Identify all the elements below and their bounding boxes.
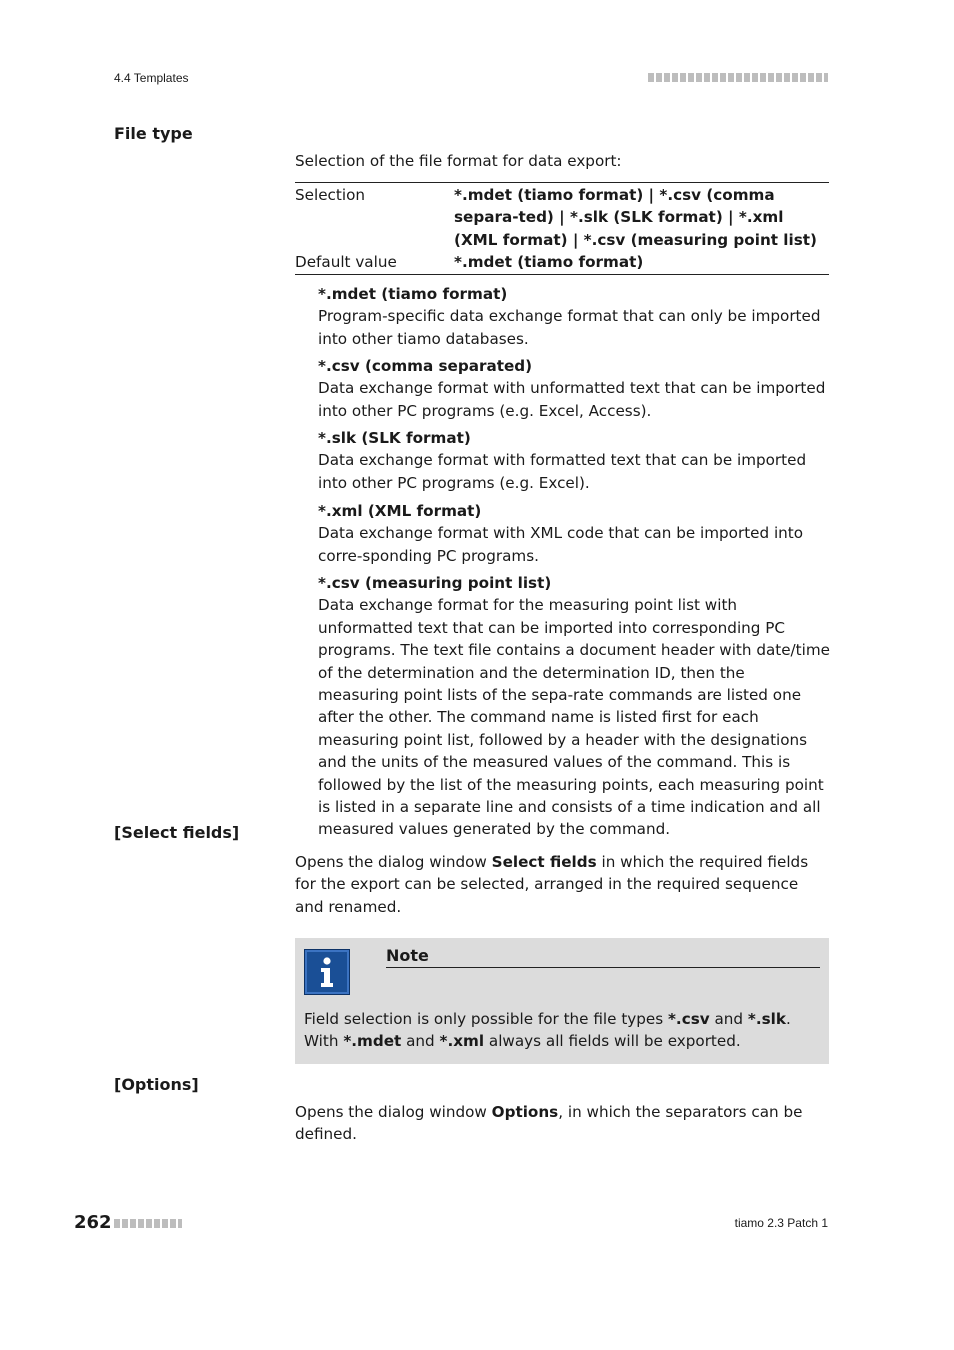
text-run: Opens the dialog window	[295, 853, 492, 871]
info-glyph	[305, 950, 349, 994]
select-fields-description	[295, 851, 829, 918]
dialog-name: Options	[491, 1103, 559, 1121]
text-run: , in which the separators can be defined.	[295, 1103, 803, 1144]
option-xml	[318, 500, 830, 567]
footer-dot-bar	[114, 1219, 182, 1228]
file-type-heading: File type	[114, 124, 193, 143]
product-version: tiamo 2.3 Patch 1	[734, 1216, 828, 1230]
file-type-slk: *.slk	[747, 1010, 786, 1028]
default-value: *.mdet (tiamo format)	[454, 253, 644, 272]
file-type-intro: Selection of the file format for data export:	[295, 152, 622, 170]
dialog-name: Select fields	[491, 853, 597, 871]
file-type-mdet: *.mdet	[343, 1032, 402, 1051]
options-description	[295, 1101, 829, 1146]
file-type-csv: *.csv	[667, 1010, 710, 1028]
option-term: *.csv (comma separated)	[318, 357, 533, 375]
header-dot-bar	[648, 73, 828, 82]
text-run: and	[401, 1032, 440, 1051]
option-description: Data exchange format for the measuring point list with unformatted text that can be imported into corresponding PC programs. The text file contains a document header with date/time of the determination and the determination ID, then the measuring point lists of the sepa-rate commands are listed one after the other. The command name is listed first for each measuring point list, followed by a header with the designations and the units of the measured values of the command. This is followed by the list of the measuring points, each measuring point is listed in a separate line and consists of a time indication and all measured values generated by the command.	[318, 596, 830, 839]
option-term: *.mdet (tiamo format)	[318, 285, 508, 303]
text-run: and	[709, 1010, 748, 1028]
info-icon	[304, 949, 350, 995]
text-run: in which the required fields for the export can be selected, arranged in the required sequence and renamed.	[295, 853, 809, 916]
note-text	[304, 1008, 820, 1053]
table-row-selection	[295, 183, 829, 251]
selection-label: Selection	[295, 186, 365, 204]
option-description: Program-specific data exchange format that can only be imported into other tiamo databases.	[318, 307, 821, 348]
options-heading: [Options]	[114, 1075, 199, 1094]
option-term: *.xml (XML format)	[318, 502, 482, 520]
running-header-section: 4.4 Templates	[114, 71, 189, 85]
option-mdet	[318, 283, 830, 350]
text-run: Opens the dialog window	[295, 1103, 492, 1121]
option-description: Data exchange format with formatted text that can be imported into other PC programs (e.g. Excel).	[318, 451, 807, 492]
parameter-table	[295, 182, 829, 275]
default-label: Default value	[295, 253, 397, 272]
option-csv-measuring-point-list	[318, 572, 830, 841]
option-slk	[318, 427, 830, 494]
note-title: Note	[386, 945, 820, 968]
option-description: Data exchange format with XML code that can be imported into corre-sponding PC programs.	[318, 524, 804, 565]
selection-value: *.mdet (tiamo format) | *.csv (comma separa-ted) | *.slk (SLK format) | *.xml (XML format) | *.csv (measuring point list)	[454, 186, 817, 249]
file-type-xml: *.xml	[439, 1032, 485, 1051]
text-run: Field selection is only possible for the file types	[304, 1010, 668, 1028]
option-term: *.csv (measuring point list)	[318, 574, 552, 592]
note-box	[295, 938, 829, 1064]
text-run: always all fields will be exported.	[484, 1032, 741, 1051]
table-row-default	[295, 251, 829, 273]
text-run: . With	[304, 1010, 791, 1051]
select-fields-heading: [Select fields]	[114, 823, 240, 842]
option-description: Data exchange format with unformatted text that can be imported into other PC programs (e.g. Excel, Access).	[318, 379, 826, 420]
page-number: 262	[74, 1212, 112, 1233]
option-term: *.slk (SLK format)	[318, 429, 471, 447]
option-csv	[318, 355, 830, 422]
